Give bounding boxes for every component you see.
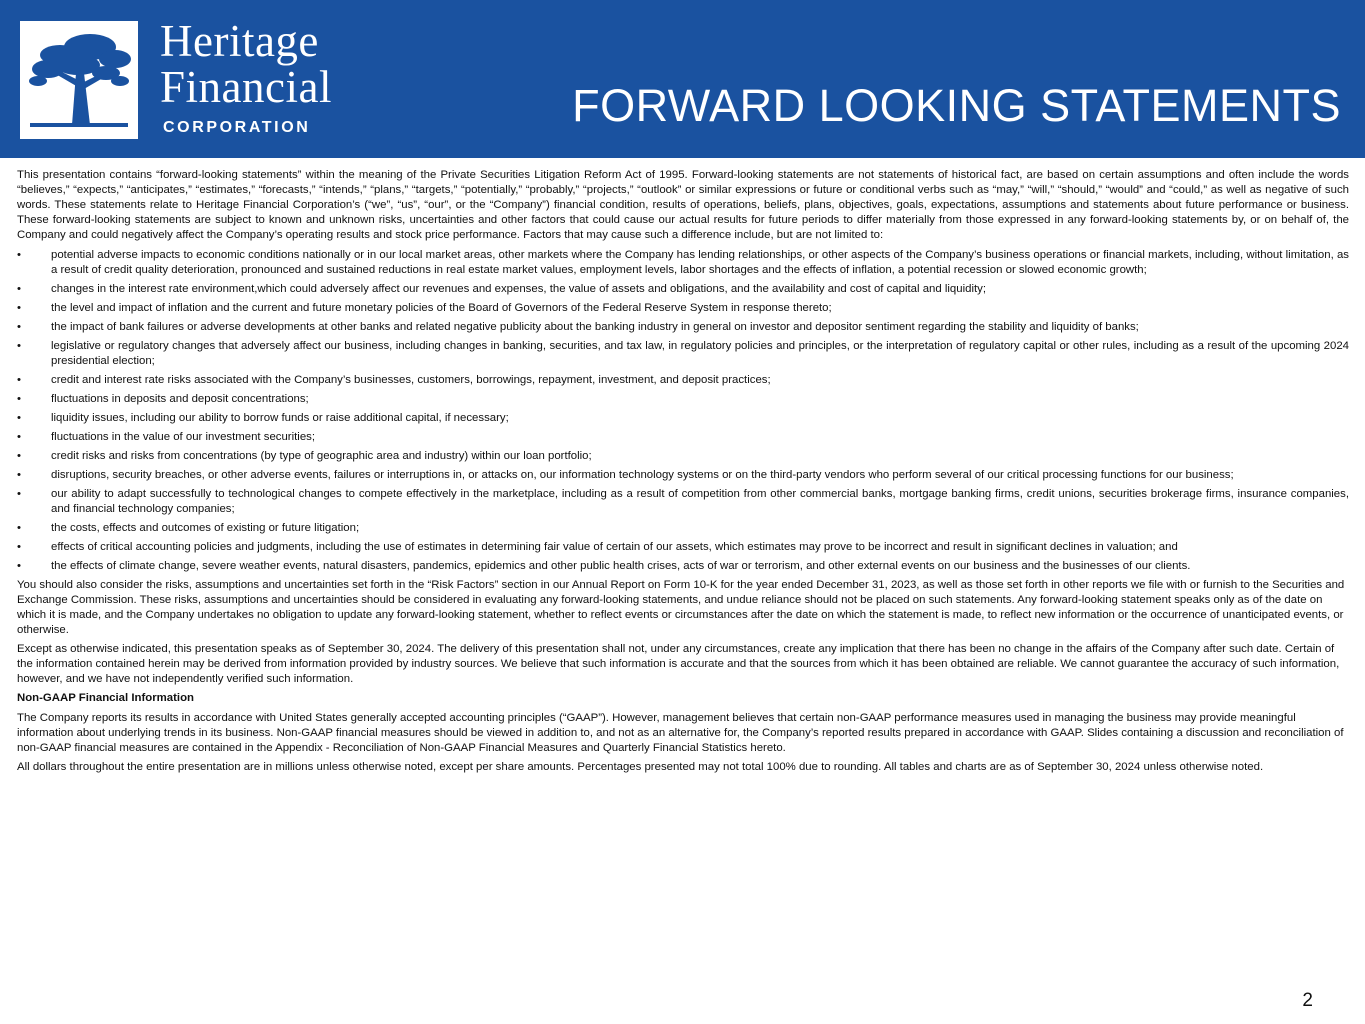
list-item-text: fluctuations in deposits and deposit concentrations; <box>51 393 309 405</box>
list-item-text: potential adverse impacts to economic conditions nationally or in our local market areas, other markets where the Company has lending relationships, or other aspects of the Company’s business operations or financial markets, including, without limitation, as a result of credit quality deterioration, pronounced and sustained reductions in real estate market values, employment levels, labor shortages and the effects of inflation, a potential recession or slowed economic growth; <box>51 249 1349 276</box>
bullet-icon: • <box>17 488 21 500</box>
list-item-text: credit and interest rate risks associated with the Company’s businesses, customers, borrowings, repayment, investment, and deposit practices; <box>51 374 771 386</box>
list-item-text: legislative or regulatory changes that adversely affect our business, including changes in banking, securities, and tax law, in regulatory policies and principles, or the interpretation of regulatory capital or other rules, including as a result of the upcoming 2024 presidential election; <box>51 340 1349 367</box>
bullet-icon: • <box>17 249 21 261</box>
dollars-note-paragraph: All dollars throughout the entire presentation are in millions unless otherwise noted, except per share amounts. Percentages presented may not total 100% due to rounding. All tables and charts are as of September 30, 2024 unless otherwise noted. <box>17 761 1264 773</box>
list-item-text: liquidity issues, including our ability to borrow funds or raise additional capital, if necessary; <box>51 412 509 424</box>
list-item-text: credit risks and risks from concentrations (by type of geographic area and industry) within our loan portfolio; <box>51 450 592 462</box>
brand-line-1: Heritage <box>160 16 319 66</box>
list-item-text: the costs, effects and outcomes of existing or future litigation; <box>51 522 360 534</box>
non-gaap-heading: Non-GAAP Financial Information <box>17 692 194 704</box>
list-item <box>17 430 1349 445</box>
list-item <box>17 487 1349 517</box>
list-item-text: our ability to adapt successfully to technological changes to compete effectively in the marketplace, including as a result of competition from other commercial banks, mortgage banking firms, credit unions, securities brokerage firms, insurance companies, and financial technology companies; <box>51 488 1349 515</box>
list-item <box>17 301 1349 316</box>
intro-paragraph: This presentation contains “forward-looking statements” within the meaning of the Private Securities Litigation Reform Act of 1995. Forward-looking statements are not statements of historical fact, are based on certain assumptions and often include the words “believes,” “expects,” “anticipates,” “estimates,” “forecasts,” “intends,” “plans,” “targets,” “potentially,” “probably,” “projects,” “outlook” or similar expressions or future or conditional verbs such as “may,” “will,” “should,” “would” and “could,” as well as negative of such words. These statements relate to Heritage Financial Corporation’s (“we”, “us”, “our”, or the “Company”) financial condition, results of operations, beliefs, plans, objectives, goals, expectations, assumptions and statements about future performance or business. These forward-looking statements are subject to known and unknown risks, uncertainties and other factors that could cause our actual results for future periods to differ materially from those expressed in any forward-looking statements by, or on behalf of, the Company and could negatively affect the Company’s operating results and stock price performance. Factors that may cause such a difference include, but are not limited to: <box>17 169 1349 241</box>
bullet-icon: • <box>17 302 21 314</box>
list-item <box>17 373 1349 388</box>
header-banner <box>0 0 1365 158</box>
bullet-icon: • <box>17 340 21 352</box>
list-item-text: effects of critical accounting policies and judgments, including the use of estimates in determining fair value of certain of our assets, which estimates may prove to be incorrect and result in significant declines in valuation; and <box>51 541 1178 553</box>
list-item <box>17 540 1349 555</box>
bullet-icon: • <box>17 283 21 295</box>
bullet-icon: • <box>17 450 21 462</box>
brand-line-2: Financial <box>160 62 332 112</box>
list-item-text: the impact of bank failures or adverse developments at other banks and related negative publicity about the banking industry in general on investor and depositor sentiment regarding the stability and liquidity of banks; <box>51 321 1139 333</box>
list-item <box>17 320 1349 335</box>
list-item <box>17 411 1349 426</box>
as-of-date-paragraph: Except as otherwise indicated, this presentation speaks as of September 30, 2024. The delivery of this presentation shall not, under any circumstances, create any implication that there has been no change in the affairs of the Company after such date. Certain of the information contained herein may be derived from information provided by industry sources. We believe that such information is accurate and that the sources from which it has been obtained are reliable. We cannot guarantee the accuracy of such information, however, and we have not independently verified such information. <box>17 643 1340 685</box>
risk-factor-list <box>17 248 1349 574</box>
list-item <box>17 559 1349 574</box>
brand-name <box>160 18 332 137</box>
page-number: 2 <box>1302 990 1313 1011</box>
bullet-icon: • <box>17 412 21 424</box>
list-item-text: the level and impact of inflation and the current and future monetary policies of the Board of Governors of the Federal Reserve System in response thereto; <box>51 302 832 314</box>
list-item <box>17 392 1349 407</box>
bullet-icon: • <box>17 522 21 534</box>
bullet-icon: • <box>17 541 21 553</box>
logo-mark <box>20 21 138 139</box>
bullet-icon: • <box>17 469 21 481</box>
list-item <box>17 339 1349 369</box>
non-gaap-paragraph: The Company reports its results in accordance with United States generally accepted accounting principles (“GAAP”). However, management believes that certain non-GAAP performance measures used in managing the business may provide meaningful information about underlying trends in its business. Non-GAAP financial measures should be viewed in addition to, and not as an alternative for, the Company’s reported results prepared in accordance with GAAP. Slides containing a discussion and reconciliation of non-GAAP financial measures are contained in the Appendix - Reconciliation of Non-GAAP Financial Measures and Quarterly Financial Statistics hereto. <box>17 712 1344 754</box>
risk-factors-paragraph: You should also consider the risks, assumptions and uncertainties set forth in the “Risk Factors” section in our Annual Report on Form 10-K for the year ended December 31, 2023, as well as those set forth in other reports we file with or furnish to the Securities and Exchange Commission. These risks, assumptions and uncertainties should be considered in evaluating any forward-looking statements, and undue reliance should not be placed on such statements. Any forward-looking statement speaks only as of the date on which it is made, and the Company undertakes no obligation to update any forward-looking statement, whether to reflect events or circumstances after the date on which the statement is made, to reflect new information or the occurrence of unanticipated events, or otherwise. <box>17 579 1345 636</box>
list-item <box>17 248 1349 278</box>
tree-icon <box>20 21 138 139</box>
list-item <box>17 521 1349 536</box>
list-item-text: the effects of climate change, severe weather events, natural disasters, pandemics, epidemics and other public health crises, acts of war or terrorism, and other external events on our business and the businesses of our clients. <box>51 560 1191 572</box>
list-item-text: changes in the interest rate environment,which could adversely affect our revenues and expenses, the value of assets and obligations, and the availability and cost of capital and liquidity; <box>51 283 987 295</box>
bullet-icon: • <box>17 374 21 386</box>
disclaimer-body <box>17 168 1349 779</box>
brand-line-3: CORPORATION <box>163 119 311 136</box>
list-item <box>17 449 1349 464</box>
bullet-icon: • <box>17 431 21 443</box>
bullet-icon: • <box>17 393 21 405</box>
bullet-icon: • <box>17 560 21 572</box>
list-item-text: fluctuations in the value of our investment securities; <box>51 431 316 443</box>
list-item <box>17 282 1349 297</box>
list-item-text: disruptions, security breaches, or other adverse events, failures or interruptions in, or attacks on, our information technology systems or on the third-party vendors who perform several of our critical processing functions for our business; <box>51 469 1234 481</box>
list-item <box>17 468 1349 483</box>
bullet-icon: • <box>17 321 21 333</box>
page-title: FORWARD LOOKING STATEMENTS <box>572 80 1341 131</box>
